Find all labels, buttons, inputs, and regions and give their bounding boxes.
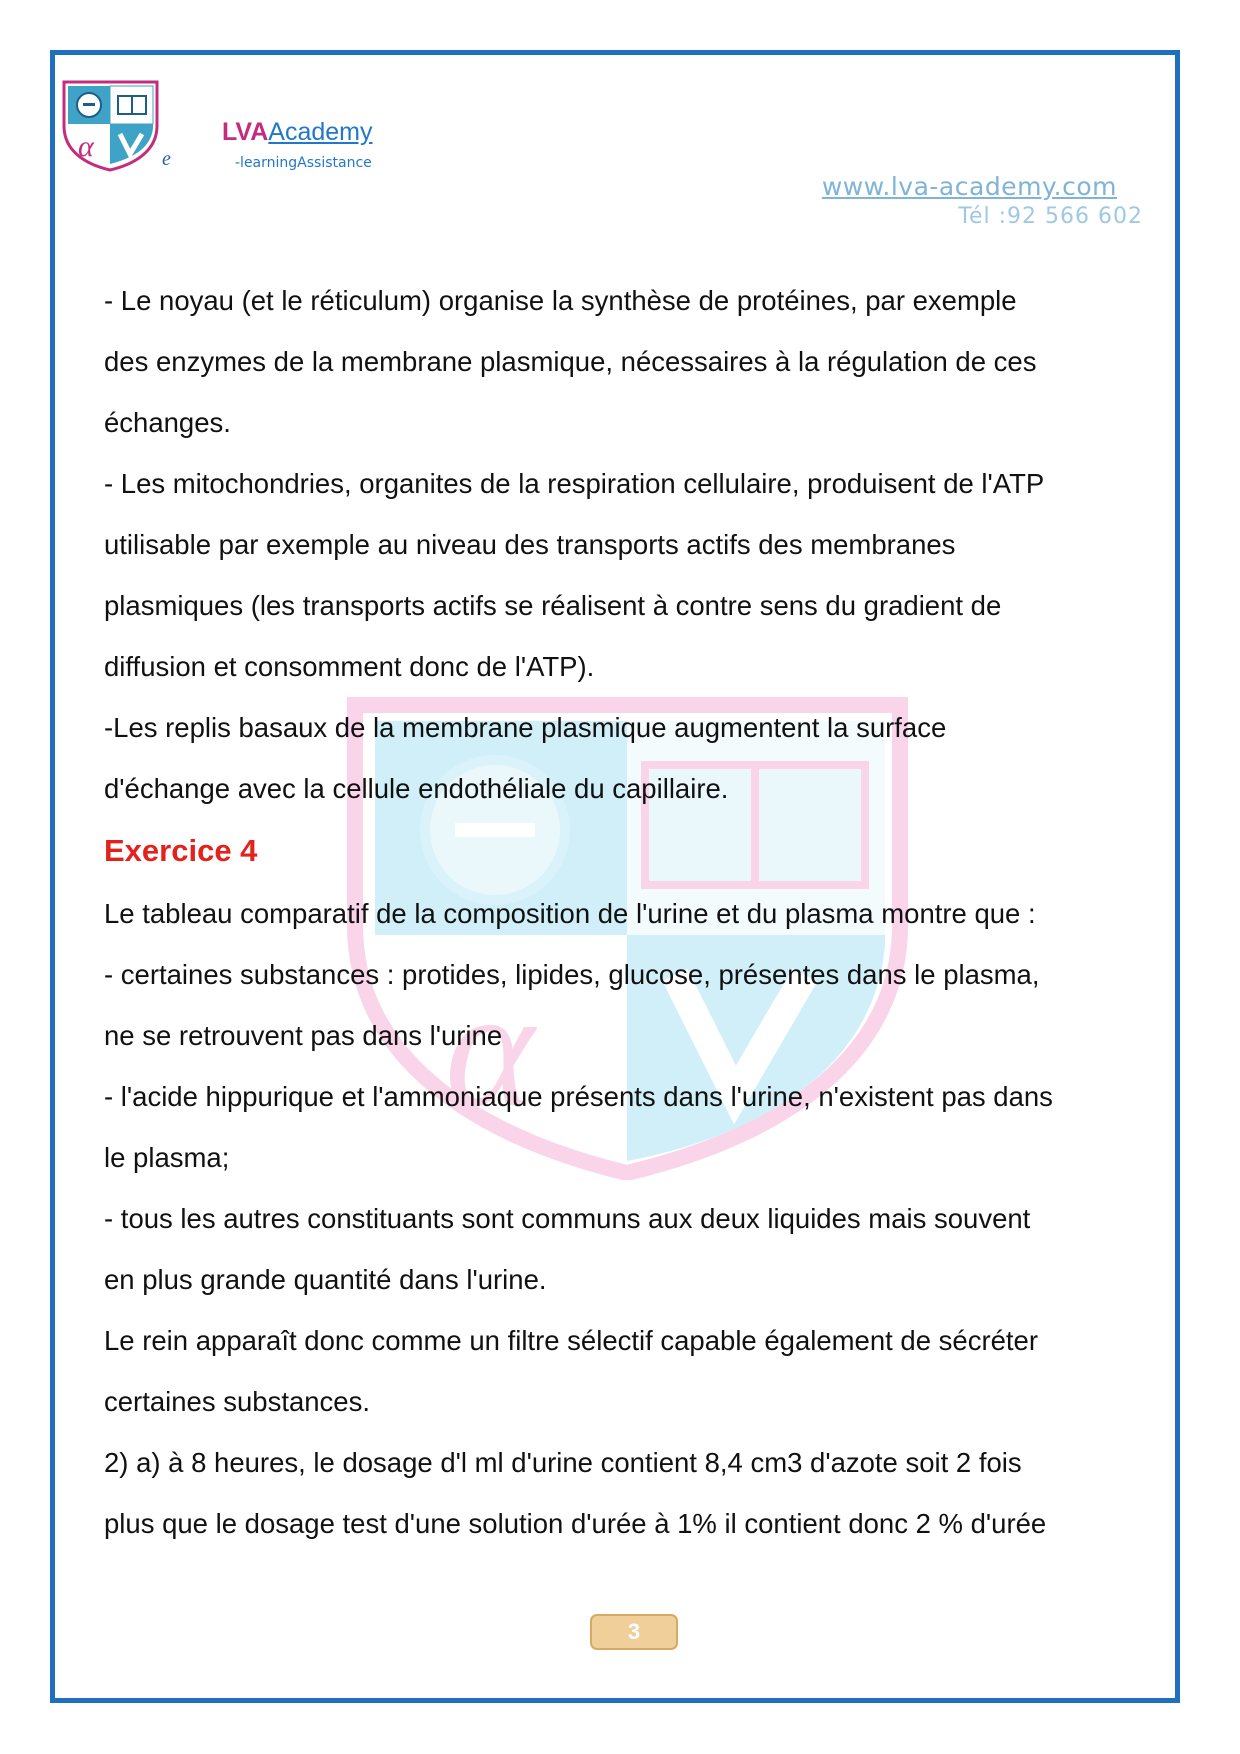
text-line: en plus grande quantité dans l'urine. — [104, 1264, 547, 1295]
text-line: Le rein apparaît donc comme un filtre sélectif capable également de sécréter — [104, 1325, 1038, 1356]
text-line: 2) a) à 8 heures, le dosage d'l ml d'urine contient 8,4 cm3 d'azote soit 2 fois — [104, 1447, 1022, 1478]
text-line: plus que le dosage test d'une solution d'urée à 1% il contient donc 2 % d'urée — [104, 1508, 1047, 1539]
paragraph-block-top — [104, 270, 1164, 819]
text-line: ne se retrouvent pas dans l'urine — [104, 1020, 503, 1051]
svg-text:α: α — [445, 954, 535, 1142]
text-line: utilisable par exemple au niveau des transports actifs des membranes — [104, 529, 956, 560]
text-line: d'échange avec la cellule endothéliale du capillaire. — [104, 773, 729, 804]
text-line: plasmiques (les transports actifs se réalisent à contre sens du gradient de — [104, 590, 1002, 621]
page-content — [104, 270, 1164, 1554]
text-line: certaines substances. — [104, 1386, 370, 1417]
brand-tagline: -learningAssistance — [235, 155, 372, 171]
website-link[interactable]: www.lva-academy.com — [821, 172, 1117, 201]
lva-logo-icon — [58, 78, 163, 173]
text-line: diffusion et consomment donc de l'ATP). — [104, 651, 595, 682]
logo-letter: e — [162, 148, 171, 170]
text-line: -Les replis basaux de la membrane plasmique augmentent la surface — [104, 712, 947, 743]
brand-name[interactable] — [222, 118, 373, 147]
text-line: - tous les autres constituants sont communs aux deux liquides mais souvent — [104, 1203, 1031, 1234]
text-line: - certaines substances : protides, lipides, glucose, présentes dans le plasma, — [104, 959, 1040, 990]
page-number: 3 — [590, 1614, 678, 1650]
section-heading: Exercice 4 — [104, 833, 258, 868]
text-line: des enzymes de la membrane plasmique, nécessaires à la régulation de ces — [104, 346, 1037, 377]
paragraph-block-bottom — [104, 883, 1164, 1554]
text-line: - Les mitochondries, organites de la respiration cellulaire, produisent de l'ATP — [104, 468, 1045, 499]
phone-number: Tél :92 566 602 — [958, 204, 1143, 229]
brand-academy: Academy — [268, 118, 373, 146]
text-line: échanges. — [104, 407, 231, 438]
brand-lv: LVA — [222, 118, 269, 146]
text-line: le plasma; — [104, 1142, 230, 1173]
text-line: Le tableau comparatif de la composition de l'urine et du plasma montre que : — [104, 898, 1036, 929]
text-line: - Le noyau (et le réticulum) organise la synthèse de protéines, par exemple — [104, 285, 1017, 316]
text-line: - l'acide hippurique et l'ammoniaque présents dans l'urine, n'existent pas dans — [104, 1081, 1053, 1112]
svg-text:α: α — [78, 130, 94, 163]
